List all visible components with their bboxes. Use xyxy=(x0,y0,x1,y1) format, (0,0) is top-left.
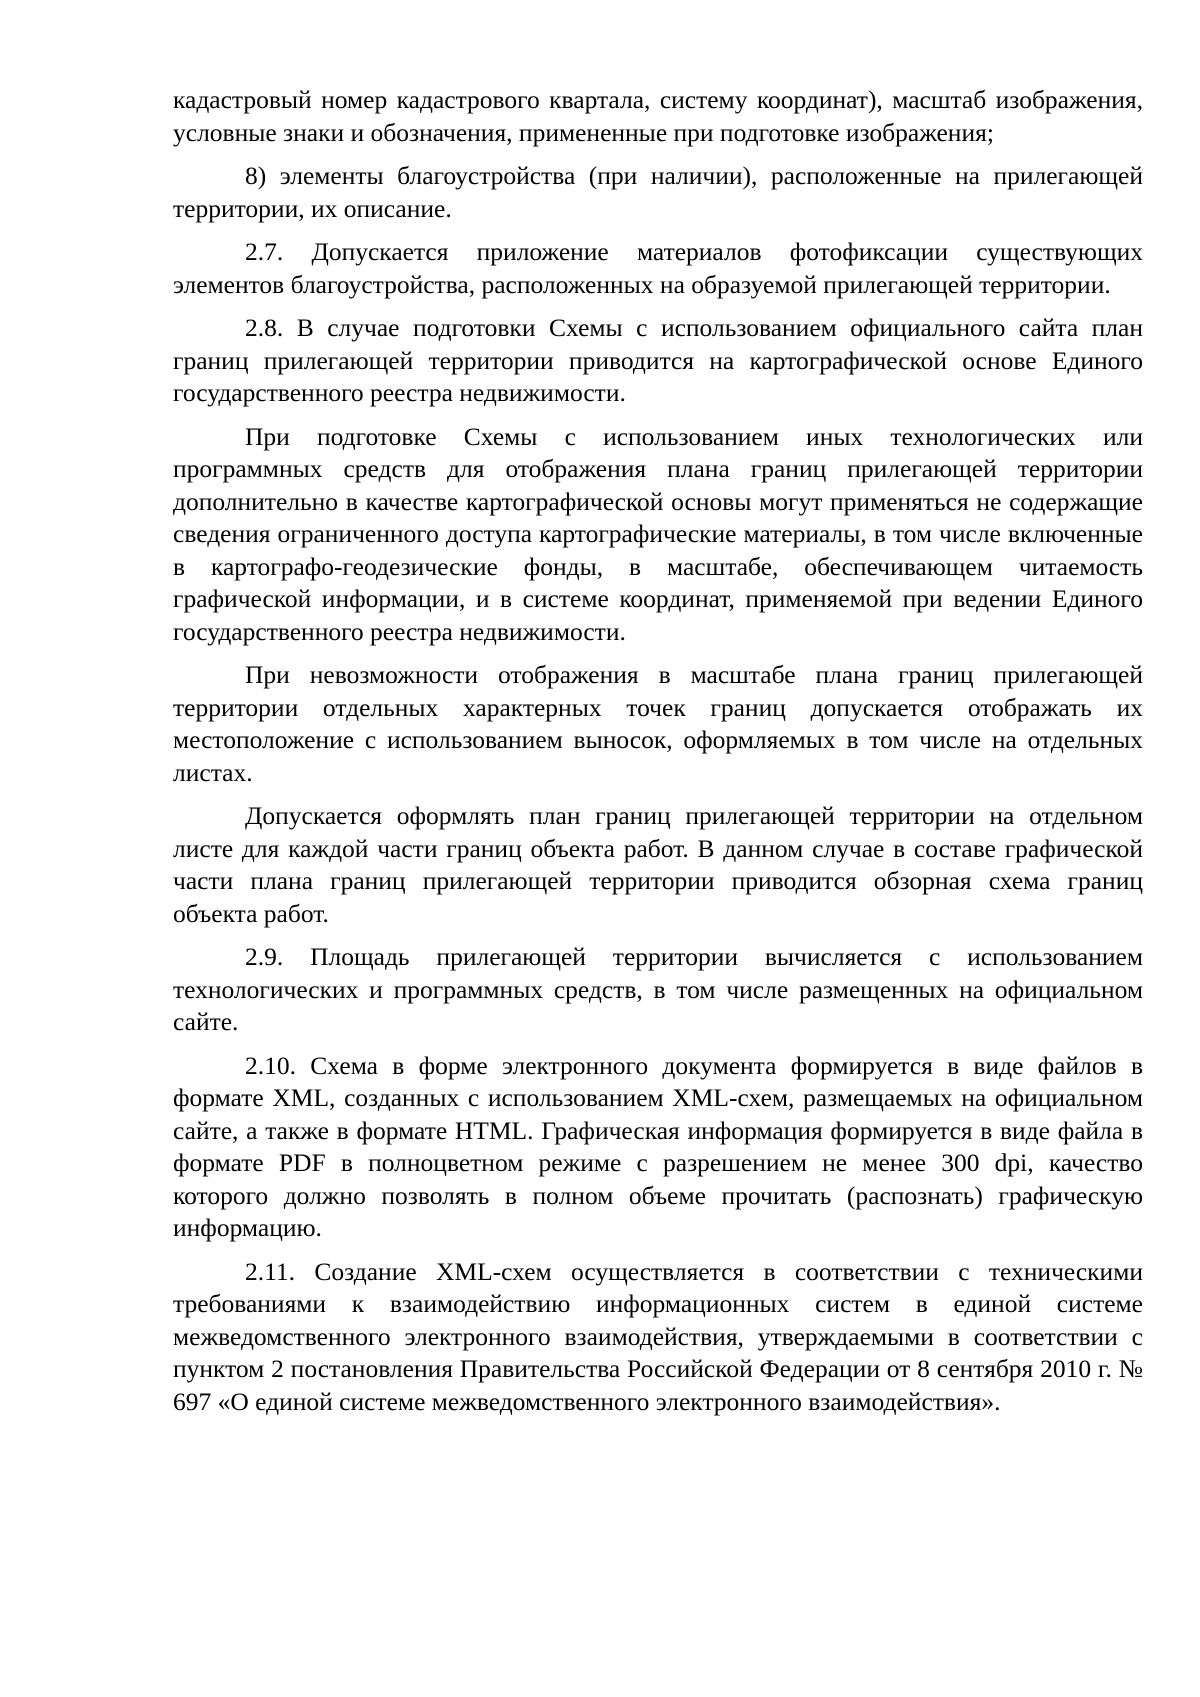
paragraph-2-10: 2.10. Схема в форме электронного документа формируется в виде файлов в формате XML, созданных с использованием XML-схем, размещаемых на официальном сайте, а также в формате HTML. Графическая информация формируется в виде файла в формате PDF в полноцветном режиме с разрешением не менее 300 dpi, качество которого должно позволять в полном объеме прочитать (распознать) графическую информацию. xyxy=(173,1050,1143,1242)
paragraph-item-8: 8) элементы благоустройства (при наличии), расположенные на прилегающей территории, их описание. xyxy=(173,161,1143,223)
paragraph-2-11: 2.11. Создание XML-схем осуществляется в соответствии с техническими требованиями к взаимодействию информационных систем в единой системе межведомственного электронного взаимодействия, утверждаемыми в соответствии с пунктом 2 постановления Правительства Российской Федерации от 8 сентября 2010 г. № 697 «О единой системе межведомственного электронного взаимодействия». xyxy=(173,1256,1143,1416)
document-body xyxy=(173,84,1143,1429)
paragraph-separate-sheets: Допускается оформлять план границ прилегающей территории на отдельном листе для каждой части границ объекта работ. В данном случае в составе графической части плана границ прилегающей территории приводится обзорная схема границ объекта работ. xyxy=(173,801,1143,928)
paragraph-callouts: При невозможности отображения в масштабе плана границ прилегающей территории отдельных характерных точек границ допускается отображать их местоположение с использованием выносок, оформляемых в том числе на отдельных листах. xyxy=(173,660,1143,787)
paragraph-2-8: 2.8. В случае подготовки Схемы с использованием официального сайта план границ прилегающей территории приводится на картографической основе Единого государственного реестра недвижимости. xyxy=(173,313,1143,407)
paragraph-continuation: кадастровый номер кадастрового квартала, систему координат), масштаб изображения, условные знаки и обозначения, примененные при подготовке изображения; xyxy=(173,85,1143,147)
paragraph-2-7: 2.7. Допускается приложение материалов фотофиксации существующих элементов благоустройства, расположенных на образуемой прилегающей территории. xyxy=(173,237,1143,299)
paragraph-2-9: 2.9. Площадь прилегающей территории вычисляется с использованием технологических и программных средств, в том числе размещенных на официальном сайте. xyxy=(173,942,1143,1036)
paragraph-other-tools: При подготовке Схемы с использованием иных технологических или программных средств для отображения плана границ прилегающей территории дополнительно в качестве картографической основы могут применяться не содержащие сведения ограниченного доступа картографические материалы, в том числе включенные в картографо-геодезические фонды, в масштабе, обеспечивающем читаемость графической информации, и в системе координат, применяемой при ведении Единого государственного реестра недвижимости. xyxy=(173,421,1143,646)
